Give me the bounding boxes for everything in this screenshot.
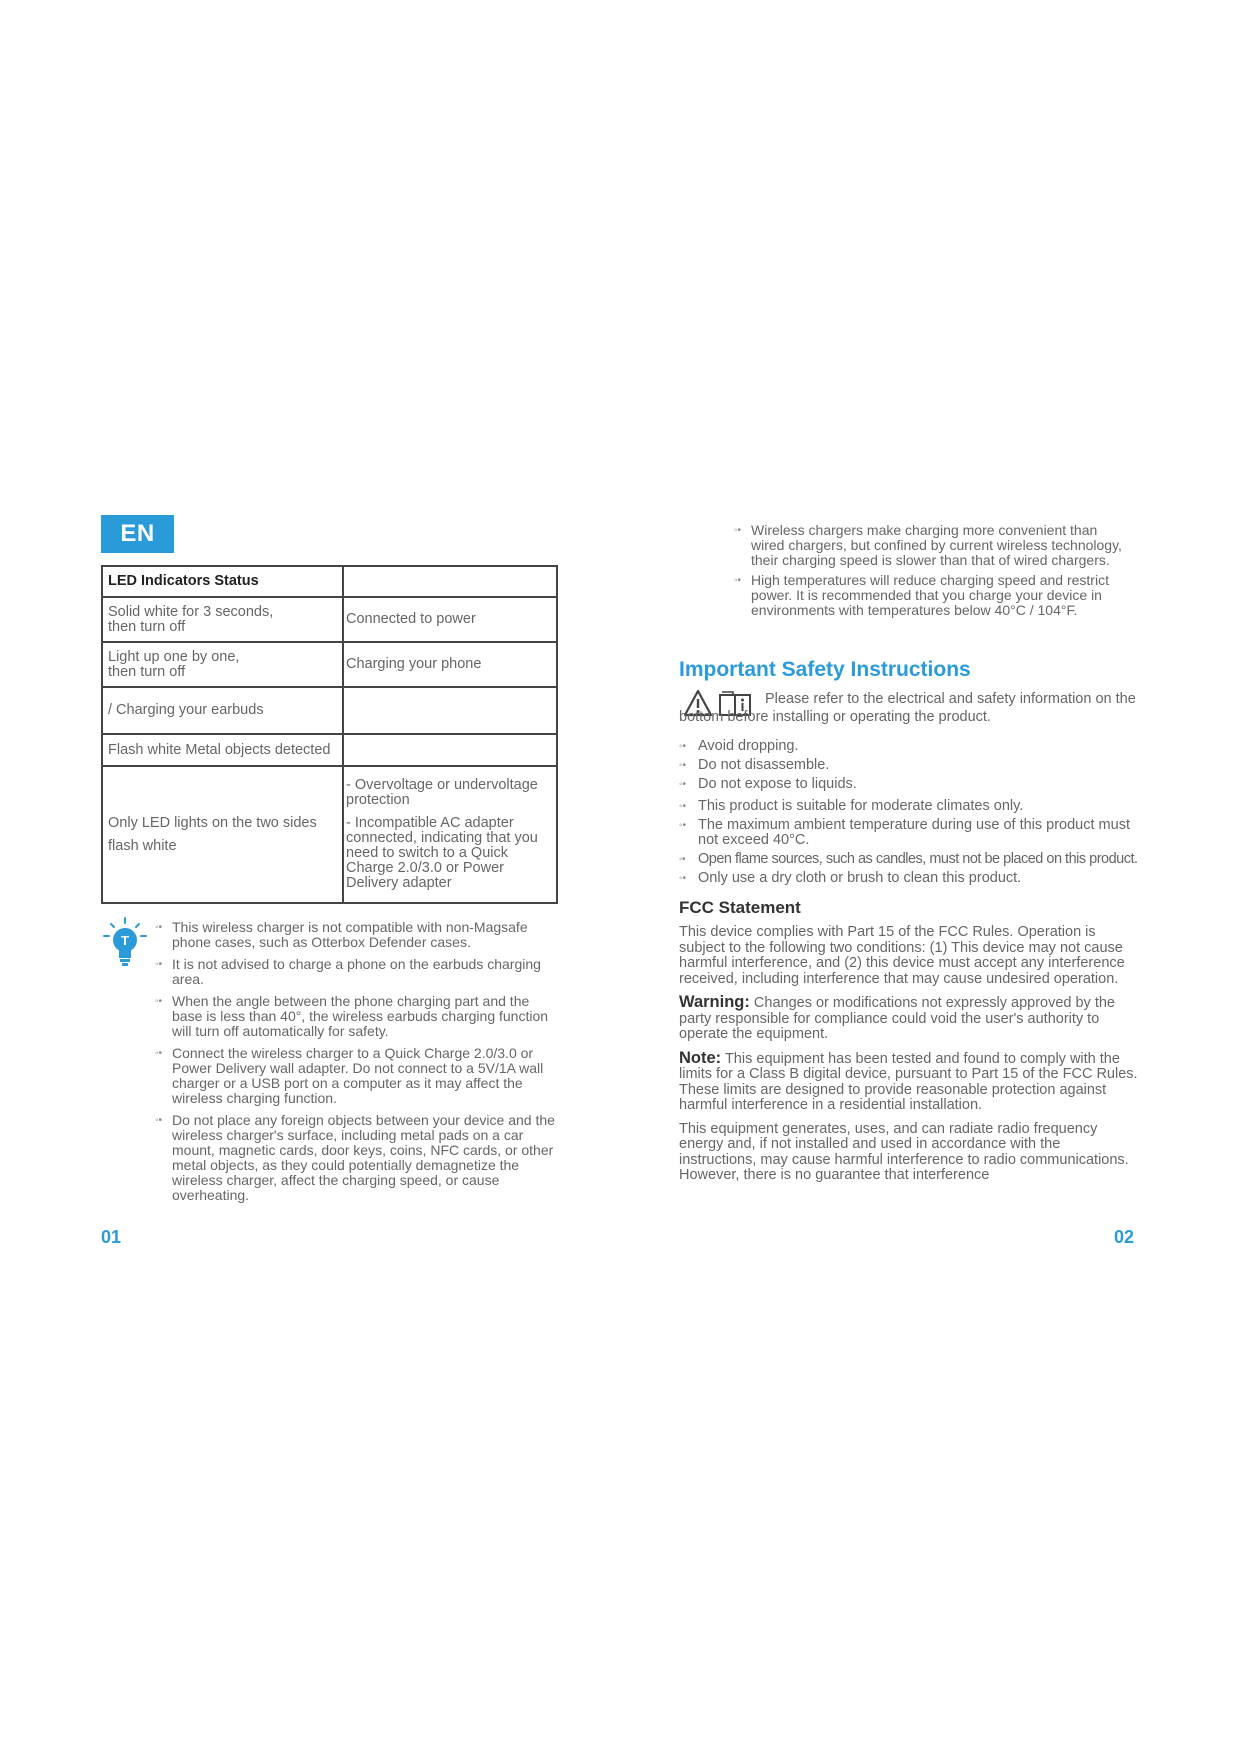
list-item: ◦• High temperatures will reduce charging speed and restrict power. It is recommended that you charge your device in environments with temperatures below 40°C / 104°F. (734, 573, 1134, 618)
list-item: ◦• This wireless charger is not compatible with non-Magsafe phone cases, such as Otterbox Defender cases. (155, 920, 560, 950)
svg-text:T: T (121, 933, 129, 948)
status-cell: Light up one by one, then turn off (102, 642, 343, 687)
note-text: This equipment has been tested and found to comply with the limits for a Class B digital device, pursuant to Part 15 of the FCC Rules. These limits are designed to provide reasonable protection against harmful interference in a residential installation. (679, 1050, 1138, 1113)
list-item: ◦• Wireless chargers make charging more convenient than wired chargers, but confined by current wireless technology, their charging speed is slower than that of wired chargers. (734, 523, 1134, 568)
list-item: ◦• Connect the wireless charger to a Quick Charge 2.0/3.0 or Power Delivery wall adapter. Do not connect to a 5V/1A wall charger or a USB port on a computer as it may affect the wireless charging function. (155, 1046, 560, 1106)
meaning-line: - Incompatible AC adapter connected, indicating that you need to switch to a Quick Charge 2.0/3.0 or Power Delivery adapter (346, 815, 538, 891)
table-header-empty-cell (343, 566, 557, 597)
warning-label: Warning: (679, 993, 750, 1011)
tips-list (155, 920, 560, 1210)
list-item: ◦• When the angle between the phone charging part and the base is less than 40°, the wireless earbuds charging function will turn off automatically for safety. (155, 994, 560, 1039)
fcc-warning (679, 995, 1139, 1043)
status-cell: Only LED lights on the two sides flash white (102, 766, 343, 903)
list-item: ◦• Only use a dry cloth or brush to clean this product. (679, 871, 1139, 886)
led-indicators-table (101, 565, 558, 904)
fcc-heading: FCC Statement (679, 898, 801, 917)
table-row (102, 687, 557, 734)
list-item: ◦• It is not advised to charge a phone on the earbuds charging area. (155, 957, 560, 987)
list-item: ◦• This product is suitable for moderate climates only. (679, 799, 1139, 814)
table-header-row (102, 566, 557, 597)
meaning-cell (343, 687, 557, 734)
status-cell: / Charging your earbuds (102, 687, 343, 734)
page-number-left: 01 (101, 1227, 122, 1247)
table-row (102, 597, 557, 642)
table-row (102, 734, 557, 766)
list-item: ◦• Do not expose to liquids. (679, 777, 1139, 792)
charging-notes-list (734, 523, 1134, 623)
meaning-line: - Overvoltage or undervoltage protection (346, 777, 538, 808)
meaning-cell (343, 766, 557, 903)
lightbulb-icon (103, 917, 147, 973)
language-badge: EN (101, 515, 174, 553)
safety-list (679, 739, 1139, 890)
list-item: ◦• Do not place any foreign objects between your device and the wireless charger's surface, including metal pads on a car mount, magnetic cards, door keys, coins, NFC cards, or other metal objects, as they could potentially demagnetize the wireless charger, affect the charging speed, or cause overheating. (155, 1113, 560, 1203)
meaning-cell: Charging your phone (343, 642, 557, 687)
safety-heading: Important Safety Instructions (679, 658, 971, 681)
fcc-note (679, 1048, 1139, 1114)
page-number-right: 02 (1114, 1227, 1135, 1247)
fcc-paragraph: This device complies with Part 15 of the FCC Rules. Operation is subject to the following two conditions: (1) This device may not cause harmful interference, and (2) this device must accept any interference received, including interference that may cause undesired operation. (679, 924, 1125, 987)
note-label: Note: (679, 1048, 722, 1067)
meaning-cell (343, 734, 557, 766)
fcc-paragraph: This equipment generates, uses, and can radiate radio frequency energy and, if not installed and used in accordance with the instructions, may cause harmful interference to radio communications. However, there is no guarantee that interference (679, 1120, 1129, 1183)
list-item: ◦• Open flame sources, such as candles, must not be placed on this product. (679, 852, 1139, 867)
status-cell: Flash white Metal objects detected (102, 734, 343, 766)
list-item: ◦• The maximum ambient temperature during use of this product must not exceed 40°C. (679, 818, 1139, 848)
warning-text: Changes or modifications not expressly approved by the party responsible for compliance could void the user's authority to operate the equipment. (679, 995, 1115, 1042)
fcc-body (679, 925, 1139, 1192)
table-header-cell: LED Indicators Status (102, 566, 343, 597)
table-row (102, 766, 557, 903)
status-cell: Solid white for 3 seconds, then turn off (102, 597, 343, 642)
safety-intro: Please refer to the electrical and safety information on the bottom before installing or operating the product. (679, 691, 1136, 725)
meaning-cell: Connected to power (343, 597, 557, 642)
list-item: ◦• Do not disassemble. (679, 758, 1139, 773)
list-item: ◦• Avoid dropping. (679, 739, 1139, 754)
table-row (102, 642, 557, 687)
